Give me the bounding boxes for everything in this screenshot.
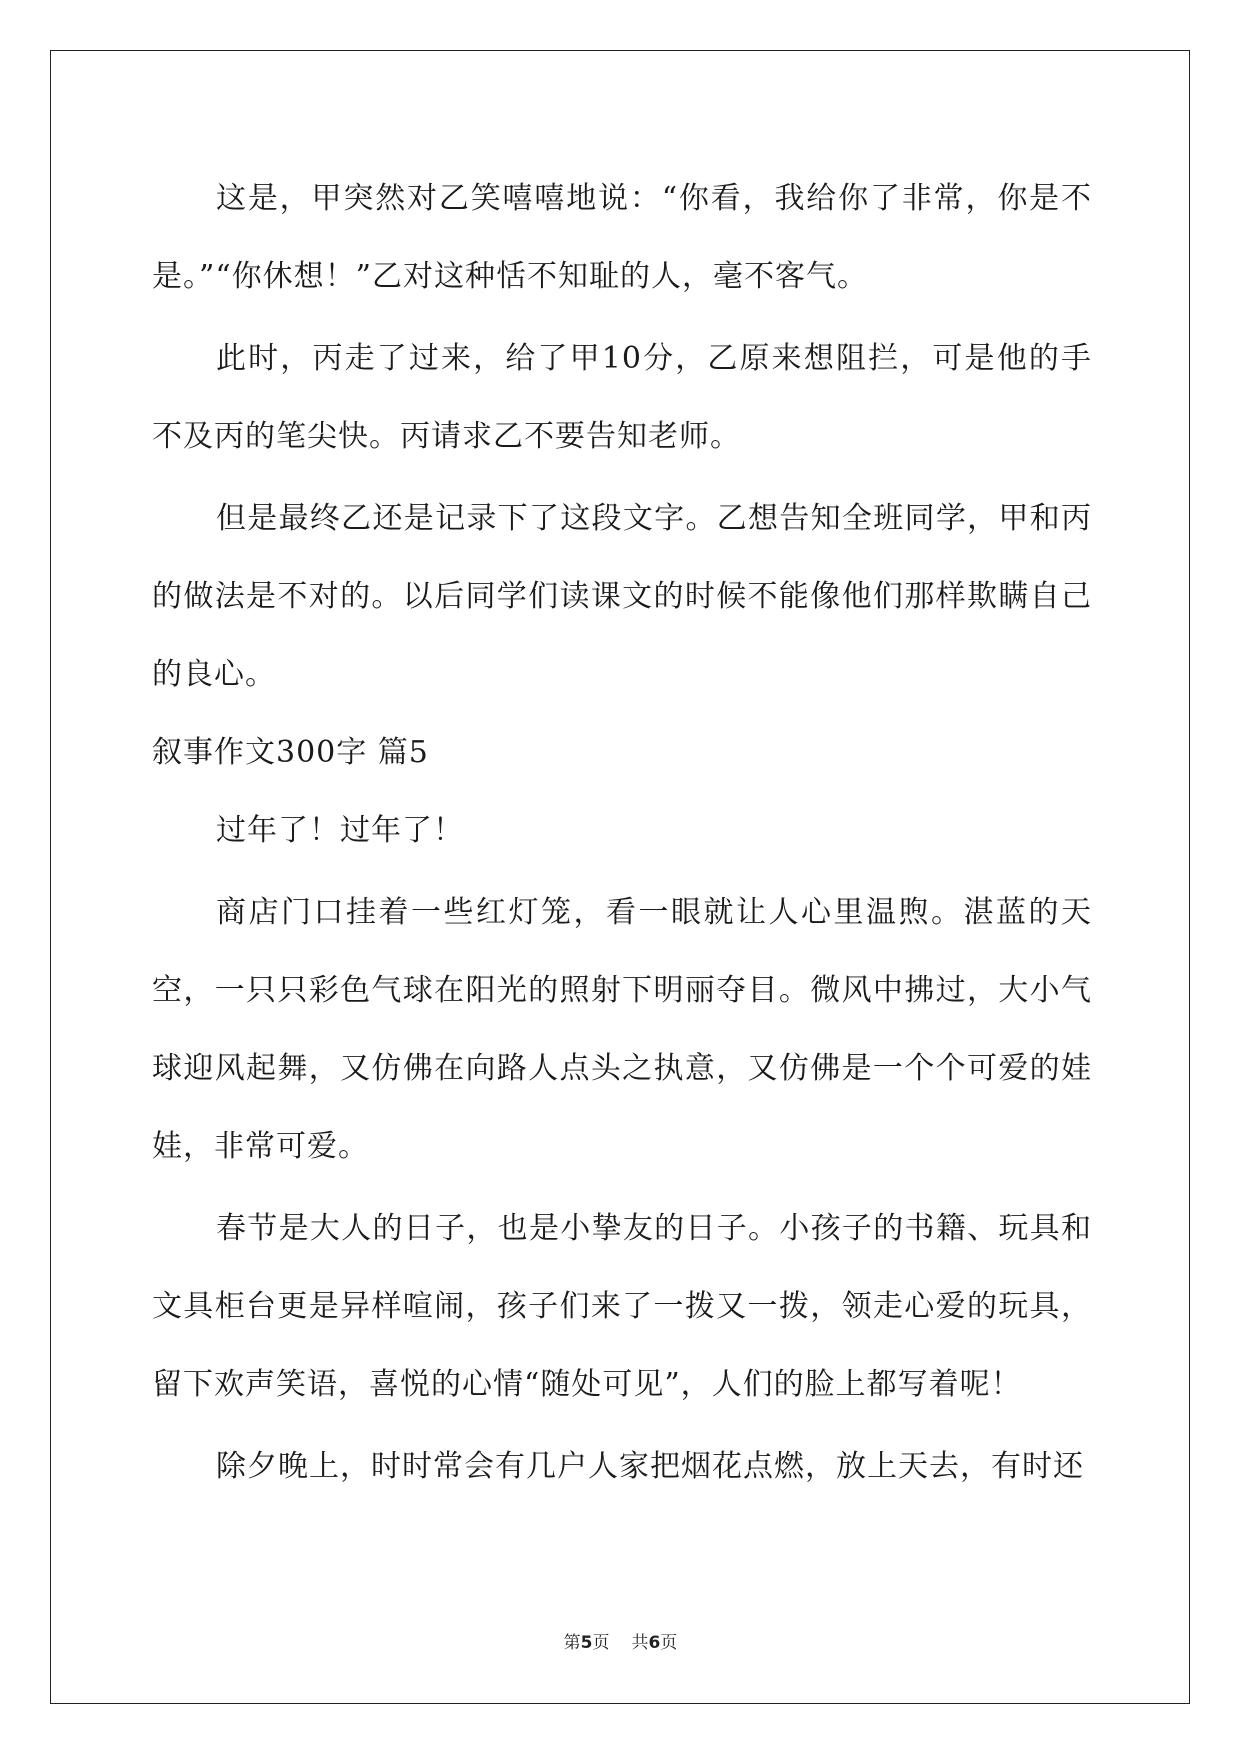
paragraph: 这是，甲突然对乙笑嘻嘻地说：“你看，我给你了非常，你是不是。”“你休想！”乙对这种恬不知耻的人，毫不客气。 bbox=[152, 181, 1092, 294]
total-suffix: 页 bbox=[660, 1633, 678, 1653]
page-number: 5 bbox=[580, 1633, 593, 1653]
total-prefix: 共 bbox=[631, 1633, 649, 1653]
paragraph: 春节是大人的日子，也是小挚友的日子。小孩子的书籍、玩具和文具柜台更是异样喧闹，孩子们来了一拨又一拨，领走心爱的玩具，留下欢声笑语，喜悦的心情“随处可见”，人们的脸上都写着呢！ bbox=[152, 1211, 1092, 1402]
paragraph: 过年了！过年了！ bbox=[216, 813, 464, 848]
paragraph: 此时，丙走了过来，给了甲10分，乙原来想阻拦，可是他的手不及丙的笔尖快。丙请求乙不要告知老师。 bbox=[152, 341, 1092, 454]
total-pages: 6 bbox=[648, 1633, 661, 1653]
page-prefix: 第 bbox=[563, 1633, 581, 1653]
paragraph: 但是最终乙还是记录下了这段文字。乙想告知全班同学，甲和丙的做法是不对的。以后同学们读课文的时候不能像他们那样欺瞒自己的良心。 bbox=[152, 501, 1092, 692]
paragraph: 商店门口挂着一些红灯笼，看一眼就让人心里温煦。湛蓝的天空，一只只彩色气球在阳光的照射下明丽夺目。微风中拂过，大小气球迎风起舞，又仿佛在向路人点头之执意，又仿佛是一个个可爱的娃娃，非常可爱。 bbox=[152, 895, 1092, 1164]
section-heading: 叙事作文300字 篇5 bbox=[152, 735, 429, 770]
document-body bbox=[152, 160, 1092, 1506]
paragraph: 除夕晚上，时时常会有几户人家把烟花点燃，放上天去，有时还 bbox=[216, 1449, 1084, 1484]
page-suffix: 页 bbox=[592, 1633, 610, 1653]
page-footer bbox=[0, 1628, 1241, 1653]
